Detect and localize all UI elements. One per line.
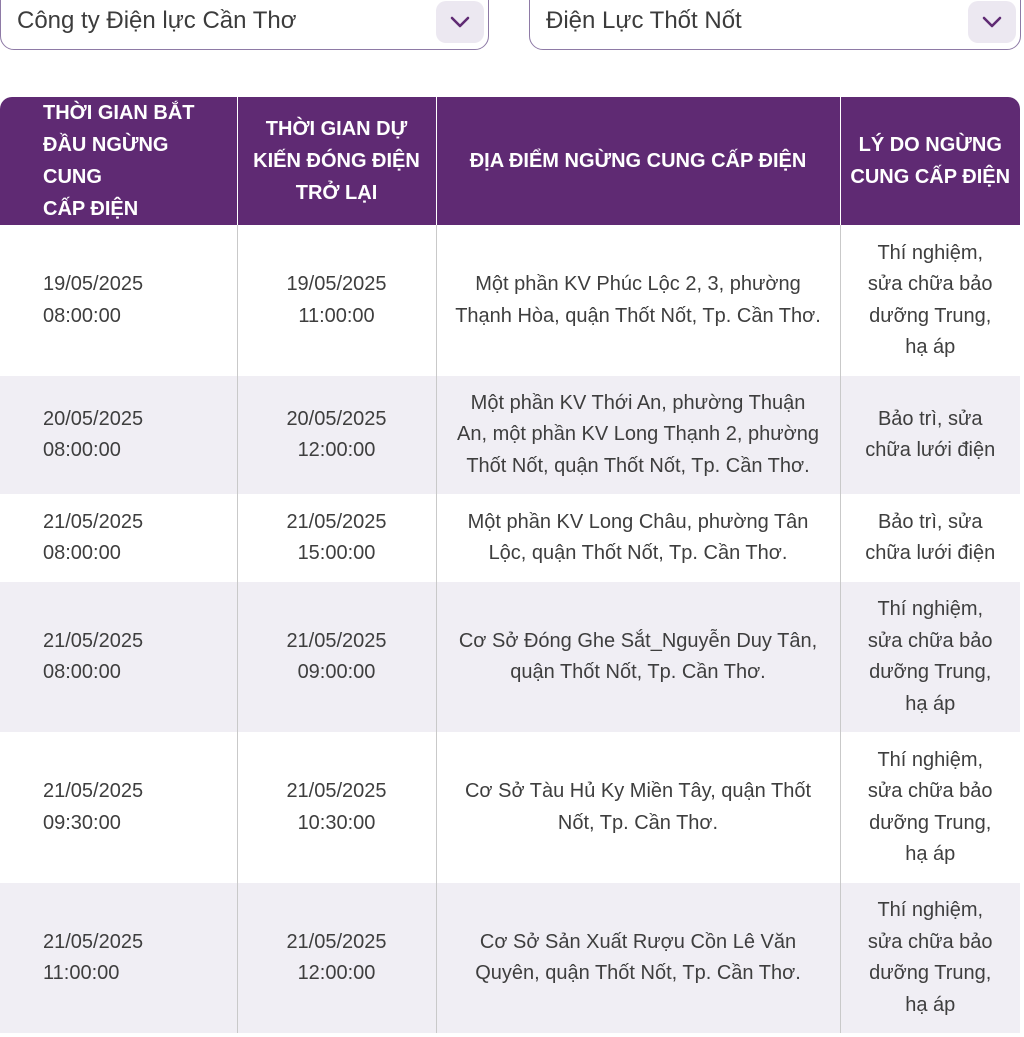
start-time-cell: 19/05/2025 08:00:00 — [0, 225, 237, 376]
start-time-cell: 20/05/2025 08:00:00 — [0, 376, 237, 494]
chevron-down-icon — [981, 15, 1003, 29]
table-row — [0, 494, 1020, 582]
company-select-toggle[interactable] — [436, 1, 484, 43]
table-row — [0, 376, 1020, 494]
reason-cell: Thí nghiệm, sửa chữa bảo dưỡng Trung, hạ áp — [840, 225, 1020, 376]
location-cell: Cơ Sở Đóng Ghe Sắt_Nguyễn Duy Tân, quận Thốt Nốt, Tp. Cần Thơ. — [436, 582, 840, 732]
restore-time-cell: 20/05/2025 12:00:00 — [237, 376, 436, 494]
start-time-cell: 21/05/2025 09:30:00 — [0, 732, 237, 883]
restore-time-cell: 21/05/2025 10:30:00 — [237, 732, 436, 883]
location-cell: Một phần KV Long Châu, phường Tân Lộc, quận Thốt Nốt, Tp. Cần Thơ. — [436, 494, 840, 582]
table-row — [0, 582, 1020, 732]
location-cell: Một phần KV Phúc Lộc 2, 3, phường Thạnh Hòa, quận Thốt Nốt, Tp. Cần Thơ. — [436, 225, 840, 376]
table-row — [0, 883, 1020, 1033]
start-time-cell: 21/05/2025 11:00:00 — [0, 883, 237, 1033]
table-row — [0, 225, 1020, 376]
chevron-down-icon — [449, 15, 471, 29]
branch-select-toggle[interactable] — [968, 1, 1016, 43]
branch-select[interactable] — [529, 0, 1021, 50]
start-time-cell: 21/05/2025 08:00:00 — [0, 494, 237, 582]
location-cell: Một phần KV Thới An, phường Thuận An, một phần KV Long Thạnh 2, phường Thốt Nốt, quận Thốt Nốt, Tp. Cần Thơ. — [436, 376, 840, 494]
header-expected-restore-time: THỜI GIAN DỰ KIẾN ĐÓNG ĐIỆN TRỞ LẠI — [237, 97, 436, 225]
reason-cell: Thí nghiệm, sửa chữa bảo dưỡng Trung, hạ áp — [840, 582, 1020, 732]
table-row — [0, 732, 1020, 883]
reason-cell: Thí nghiệm, sửa chữa bảo dưỡng Trung, hạ áp — [840, 732, 1020, 883]
reason-cell: Thí nghiệm, sửa chữa bảo dưỡng Trung, hạ áp — [840, 883, 1020, 1033]
start-time-cell: 21/05/2025 08:00:00 — [0, 582, 237, 732]
company-select[interactable] — [0, 0, 489, 50]
branch-select-value: Điện Lực Thốt Nốt — [546, 7, 742, 34]
outage-schedule-table — [0, 97, 1020, 1033]
location-cell: Cơ Sở Sản Xuất Rượu Cồn Lê Văn Quyên, quận Thốt Nốt, Tp. Cần Thơ. — [436, 883, 840, 1033]
header-start-time: THỜI GIAN BẮT ĐẦU NGỪNG CUNG CẤP ĐIỆN — [0, 97, 237, 225]
location-cell: Cơ Sở Tàu Hủ Ky Miền Tây, quận Thốt Nốt, Tp. Cần Thơ. — [436, 732, 840, 883]
table-header-row — [0, 97, 1020, 225]
restore-time-cell: 19/05/2025 11:00:00 — [237, 225, 436, 376]
company-select-value: Công ty Điện lực Cần Thơ — [17, 7, 297, 34]
header-outage-reason: LÝ DO NGỪNG CUNG CẤP ĐIỆN — [840, 97, 1020, 225]
filter-bar — [0, 0, 1024, 60]
reason-cell: Bảo trì, sửa chữa lưới điện — [840, 494, 1020, 582]
header-outage-location: ĐỊA ĐIỂM NGỪNG CUNG CẤP ĐIỆN — [436, 97, 840, 225]
restore-time-cell: 21/05/2025 12:00:00 — [237, 883, 436, 1033]
restore-time-cell: 21/05/2025 15:00:00 — [237, 494, 436, 582]
reason-cell: Bảo trì, sửa chữa lưới điện — [840, 376, 1020, 494]
restore-time-cell: 21/05/2025 09:00:00 — [237, 582, 436, 732]
